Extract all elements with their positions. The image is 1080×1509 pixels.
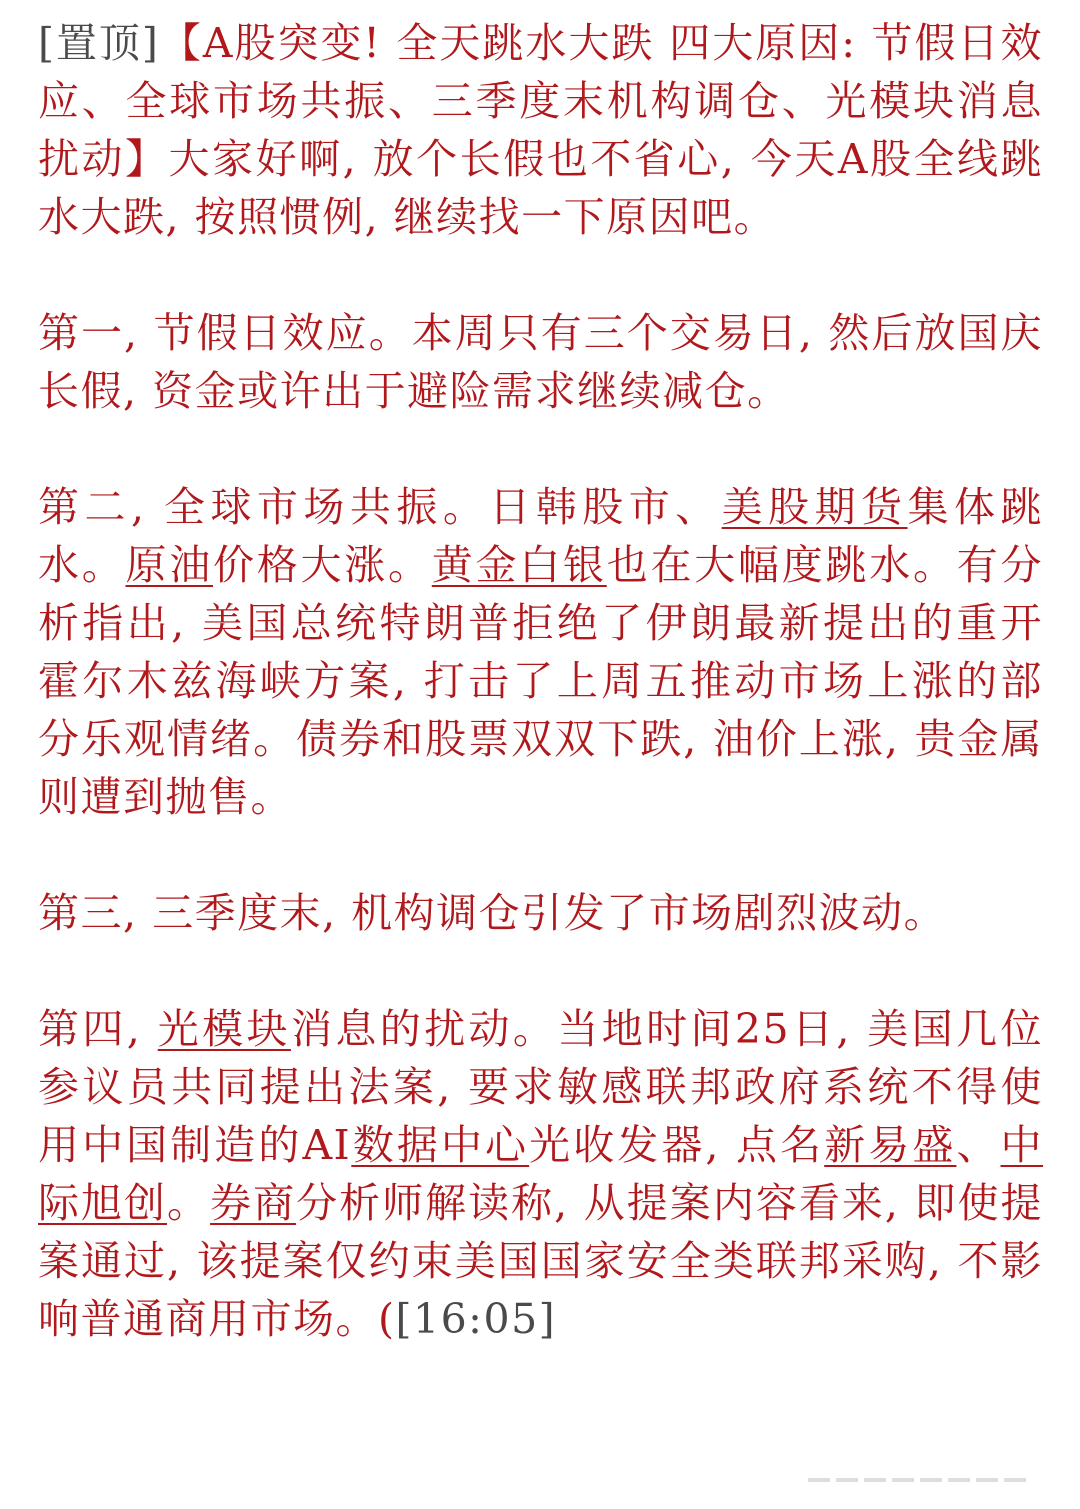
paragraph-intro bbox=[38, 14, 1043, 246]
point-3-text: 第三, 三季度末, 机构调仓引发了市场剧烈波动。 bbox=[38, 889, 947, 937]
page-indicator bbox=[808, 1478, 1026, 1482]
point-4-text-d: 、 bbox=[956, 1121, 1001, 1169]
point-2-text-b: 集体跳水。 bbox=[38, 483, 1043, 589]
page-indicator-dot bbox=[1004, 1478, 1026, 1482]
point-4-text-b: 消息的扰动。当地时间25日, 美国几位参议员共同提出法案, 要求敏感联邦政府系统不得使用中国制造的AI bbox=[38, 1005, 1043, 1169]
page-indicator-dot bbox=[808, 1478, 830, 1482]
point-4-text-c: 光收发器, 点名 bbox=[529, 1121, 825, 1169]
point-1-text: 第一, 节假日效应。本周只有三个交易日, 然后放国庆长假, 资金或许出于避险需求继续减仓。 bbox=[38, 309, 1043, 415]
paragraph-point-2 bbox=[38, 478, 1043, 826]
topic-link-us-futures[interactable]: 美股期货 bbox=[721, 483, 908, 531]
intro-text: 大家好啊, 放个长假也不省心, 今天A股全线跳水大跌, 按照惯例, 继续找一下原因吧。 bbox=[38, 135, 1044, 241]
point-2-text-c: 价格大涨。 bbox=[213, 541, 432, 589]
paragraph-point-3 bbox=[38, 884, 1043, 942]
page-indicator-dot bbox=[892, 1478, 914, 1482]
topic-link-zhongji-xuchuang[interactable]: 中际旭创 bbox=[38, 1121, 1044, 1227]
topic-link-crude-oil[interactable]: 原油 bbox=[125, 541, 213, 589]
point-4-text-f: 分析师解读称, 从提案内容看来, 即使提案通过, 该提案仅约束美国国家安全类联邦采购, 不影响普通商用市场。( bbox=[38, 1179, 1043, 1343]
topic-link-optical-module[interactable]: 光模块 bbox=[157, 1005, 291, 1053]
page-indicator-dot bbox=[976, 1478, 998, 1482]
topic-link-data-center[interactable]: 数据中心 bbox=[351, 1121, 530, 1169]
page-indicator-dot bbox=[864, 1478, 886, 1482]
topic-link-brokerage[interactable]: 券商 bbox=[210, 1179, 297, 1227]
page-indicator-dot bbox=[948, 1478, 970, 1482]
page-indicator-dot bbox=[836, 1478, 858, 1482]
point-4-text-a: 第四, bbox=[38, 1005, 158, 1053]
paragraph-point-1 bbox=[38, 304, 1043, 420]
point-4-text-e: 。 bbox=[167, 1179, 211, 1227]
pinned-tag: [置顶] bbox=[38, 19, 160, 67]
point-2-text-d: 也在大幅度跳水。有分析指出, 美国总统特朗普拒绝了伊朗最新提出的重开霍尔木兹海峡方案, 打击了上周五推动市场上涨的部分乐观情绪。债券和股票双双下跌, 油价上涨, 贵金属则遭到抛售。 bbox=[38, 541, 1043, 821]
page-indicator-dot bbox=[920, 1478, 942, 1482]
headline: 【A股突变! 全天跳水大跌 四大原因: 节假日效应、全球市场共振、三季度末机构调仓、光模块消息扰动】 bbox=[38, 19, 1043, 183]
article-body bbox=[38, 14, 1043, 1348]
point-2-text-a: 第二, 全球市场共振。日韩股市、 bbox=[38, 483, 722, 531]
topic-link-gold-silver[interactable]: 黄金白银 bbox=[431, 541, 607, 589]
timestamp: [16:05] bbox=[395, 1295, 557, 1343]
paragraph-point-4 bbox=[38, 1000, 1043, 1348]
topic-link-xinyisheng[interactable]: 新易盛 bbox=[824, 1121, 957, 1169]
